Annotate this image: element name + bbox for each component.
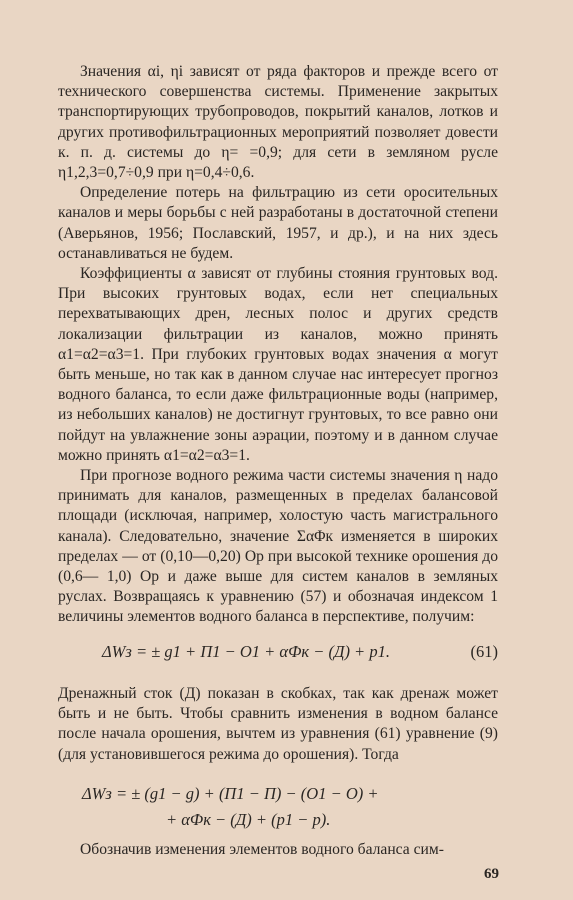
equation-61	[58, 642, 498, 666]
paragraph-1: Значения αi, ηi зависят от ряда факторов и прежде всего от технического совершенства системы. Применение закрытых транспортирующих трубопроводов, покрытий каналов, лотков и других противофильтрационных мероприятий позволяет довести к. п. д. системы до η= =0,9; для сети в земляном русле η1,2,3=0,7÷0,9 при η=0,4÷0,6.	[58, 63, 498, 182]
paragraph-4: При прогнозе водного режима части системы значения η надо принимать для каналов, размещенных в пределах балансовой площади (исключая, например, холостую часть магистрального канала). Следовательно, значение ΣαΦк изменяется в широких пределах — от (0,10—0,20) Ор при высокой технике орошения до (0,6— 1,0) Ор и даже выше для систем каналов в земляных руслах. Возвращаясь к уравнению (57) и обозначая индексом 1 величины элементов водного баланса в перспективе, получим:	[58, 467, 498, 626]
equation-line-1: ΔWз = ± (g1 − g) + (П1 − П) − (О1 − О) +	[82, 784, 379, 803]
page-number: 69	[484, 866, 499, 882]
equation-61-number: (61)	[470, 642, 498, 661]
paragraph-5: Дренажный сток (Д) показан в скобках, так как дренаж может быть и не быть. Чтобы сравнить изменения в водном балансе после начала орошения, вычтем из уравнения (61) уравнение (9) (для установившегося режима до орошения). Тогда	[58, 685, 498, 763]
body-text-upper	[58, 62, 498, 628]
paragraph-2: Определение потерь на фильтрацию из сети оросительных каналов и меры борьбы с ней разработаны в достаточной степени (Аверьянов, 1956; Пославский, 1957, и др.), и на них здесь останавливаться не будем.	[58, 184, 498, 262]
paragraph-3: Коэффициенты α зависят от глубины стояния грунтовых вод. При высоких грунтовых водах, если нет специальных перехватывающих дрен, лесных полос и других средств локализации фильтрации из каналов, можно принять α1=α2=α3=1. При глубоких грунтовых водах значения α могут быть меньше, но так как в данном случае нас интересует прогноз водного баланса, то если даже фильтрационные воды (например, из небольших каналов) не достигнут грунтовых, то все равно они пойдут на увлажнение зоны аэрации, поэтому и в данном случае можно принять α1=α2=α3=1.	[58, 265, 498, 464]
body-text-middle	[58, 684, 498, 765]
body-text-lower	[58, 840, 498, 860]
equation-difference-line-2	[58, 810, 498, 834]
equation-61-formula: ΔWз = ± g1 + П1 − О1 + αФк − (Д) + p1.	[102, 642, 390, 661]
equation-line-2: + αФк − (Д) + (p1 − p).	[166, 810, 331, 829]
equation-difference-line-1	[58, 784, 498, 808]
paragraph-6: Обозначив изменения элементов водного баланса сим-	[80, 841, 444, 858]
